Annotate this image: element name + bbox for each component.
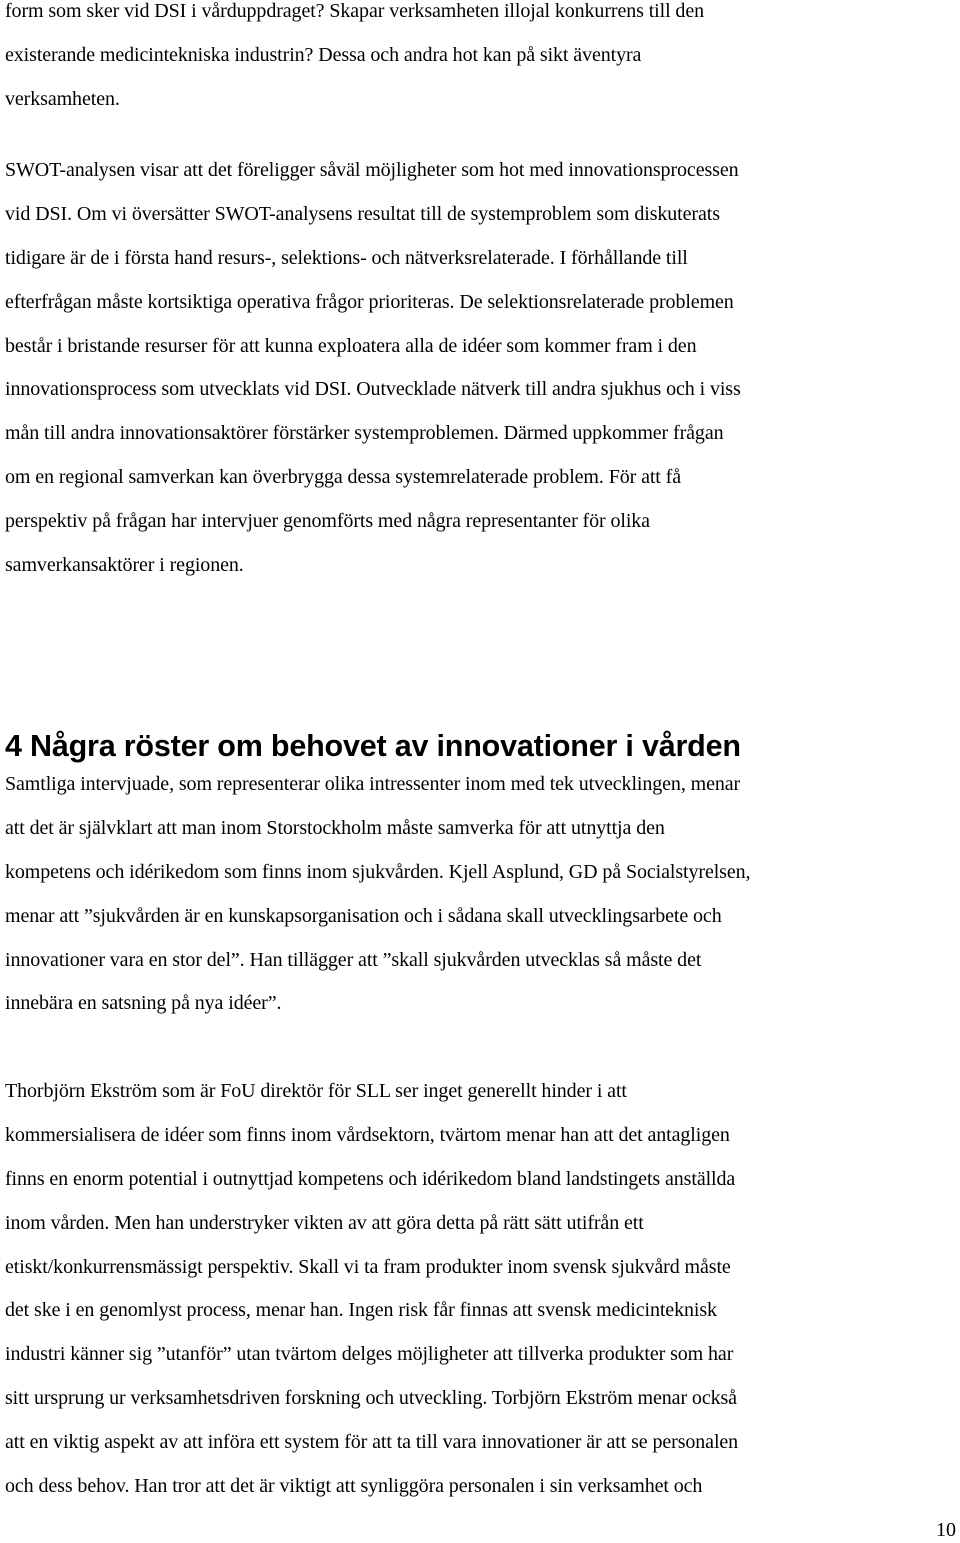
text-line: existerande medicintekniska industrin? Dessa och andra hot kan på sikt äventyra [5, 43, 642, 66]
page-number: 10 [936, 1519, 956, 1541]
paragraph-interviews [5, 763, 955, 1026]
text-line: form som sker vid DSI i vårduppdraget? Skapar verksamheten illojal konkurrens till den [5, 0, 705, 22]
paragraph-ekstrom [5, 1070, 955, 1509]
text-line: verksamheten. [5, 87, 120, 110]
text-line: innovationer vara en stor del”. Han tillägger att ”skall sjukvården utvecklas så måste det [5, 948, 702, 971]
text-line: kommersialisera de idéer som finns inom vårdsektorn, tvärtom menar han att det antagligen [5, 1123, 730, 1146]
text-line: innovationsprocess som utvecklats vid DSI. Outvecklade nätverk till andra sjukhus och i viss [5, 378, 741, 401]
text-line: består i bristande resurser för att kunna exploatera alla de idéer som kommer fram i den [5, 334, 697, 357]
text-line: Thorbjörn Ekström som är FoU direktör för SLL ser inget generellt hinder i att [5, 1080, 627, 1102]
text-line: menar att ”sjukvården är en kunskapsorganisation och i sådana skall utvecklingsarbete och [5, 904, 722, 927]
text-line: och dess behov. Han tror att det är viktigt att synliggöra personalen i sin verksamhet och [5, 1475, 703, 1498]
paragraph-swot-threats [5, 0, 955, 122]
text-line: etiskt/konkurrensmässigt perspektiv. Skall vi ta fram produkter inom svensk sjukvård måste [5, 1255, 731, 1278]
text-line: mån till andra innovationsaktörer förstärker systemproblemen. Därmed uppkommer frågan [5, 422, 724, 445]
text-line: perspektiv på frågan har intervjuer genomförts med några representanter för olika [5, 510, 650, 533]
text-line: SWOT-analysen visar att det föreligger såväl möjligheter som hot med innovationsprocessen [5, 159, 739, 181]
section-heading: 4 Några röster om behovet av innovationer i vården [5, 729, 741, 763]
text-line: industri känner sig ”utanför” utan tvärtom delges möjligheter att tillverka produkter som har [5, 1343, 734, 1366]
text-line: att en viktig aspekt av att införa ett system för att ta till vara innovationer är att se personalen [5, 1431, 739, 1454]
text-line: vid DSI. Om vi översätter SWOT-analysens resultat till de systemproblem som diskuterats [5, 202, 720, 225]
text-line: det ske i en genomlyst process, menar han. Ingen risk får finnas att svensk medicinteknisk [5, 1299, 717, 1322]
text-line: Samtliga intervjuade, som representerar olika intressenter inom med tek utvecklingen, menar [5, 773, 741, 795]
text-line: efterfrågan måste kortsiktiga operativa frågor prioriteras. De selektionsrelaterade problemen [5, 290, 734, 313]
text-line: tidigare är de i första hand resurs-, selektions- och nätverksrelaterade. I förhållande till [5, 246, 688, 269]
paragraph-swot-analysis [5, 149, 955, 588]
text-line: finns en enorm potential i outnyttjad kompetens och idérikedom bland landstingets anställda [5, 1167, 736, 1190]
text-line: innebära en satsning på nya idéer”. [5, 992, 282, 1015]
text-line: att det är självklart att man inom Storstockholm måste samverka för att utnyttja den [5, 816, 665, 839]
text-line: sitt ursprung ur verksamhetsdriven forskning och utveckling. Torbjörn Ekström menar också [5, 1387, 737, 1410]
text-line: kompetens och idérikedom som finns inom sjukvården. Kjell Asplund, GD på Socialstyrelsen, [5, 860, 751, 883]
text-line: om en regional samverkan kan överbrygga dessa systemrelaterade problem. För att få [5, 466, 681, 489]
text-line: inom vården. Men han understryker vikten av att göra detta på rätt sätt utifrån ett [5, 1211, 644, 1234]
text-line: samverkansaktörer i regionen. [5, 554, 244, 577]
